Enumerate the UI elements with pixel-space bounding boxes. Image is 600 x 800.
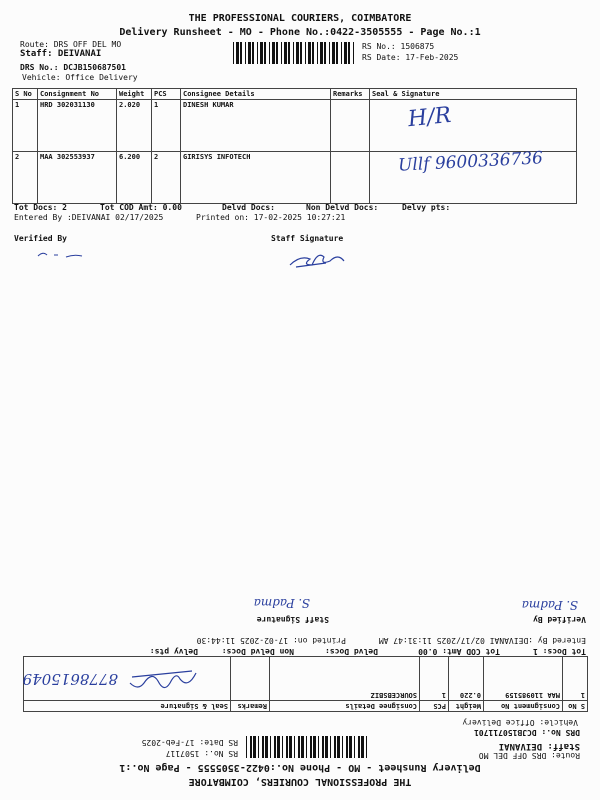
barcode-bar [358, 736, 360, 758]
col-sno: S No [563, 701, 588, 712]
barcode-bar [348, 42, 350, 64]
barcode-bar [294, 736, 295, 758]
col-consignee: Consignee Details [270, 701, 420, 712]
table-row [13, 100, 577, 152]
rs-date: RS Date: 17-Feb-2025 [362, 53, 459, 62]
drs-number: DRS No.: DCJB150687501 [20, 63, 126, 72]
verified-by-label: Verified By [533, 615, 586, 624]
runsheet-bottom [0, 400, 600, 800]
barcode-bar [329, 42, 330, 64]
rs-number: RS No.: 1506875 [362, 42, 435, 51]
barcode [232, 42, 357, 64]
barcode-bar [258, 736, 259, 758]
route-label: Route: DRS OFF DEL MO [20, 40, 122, 49]
delivery-points: Delvy pts: [149, 647, 198, 656]
row-pcs: 1 [152, 100, 181, 152]
row-consignment: HRD 302031130 [38, 100, 117, 152]
barcode-bar [337, 736, 340, 758]
total-cod-amount: Tot COD Amt: 0.00 [418, 647, 500, 656]
barcode-bar [277, 736, 280, 758]
barcode-bar [236, 42, 239, 64]
barcode-bar [233, 42, 234, 64]
col-seal: Seal & Signature [370, 89, 577, 100]
drs-number: DRS No.: DCJB150711701 [474, 728, 580, 737]
barcode-bar [257, 42, 258, 64]
row-weight: 0.220 [449, 657, 484, 701]
barcode-bar [284, 42, 287, 64]
barcode-bar [264, 42, 266, 64]
vehicle-label: Vehicle: Office Delivery [22, 73, 138, 82]
barcode-bar [322, 736, 324, 758]
col-sno: S No [13, 89, 38, 100]
barcode-bar [245, 42, 246, 64]
barcode-bar [308, 42, 311, 64]
row-sno: 1 [13, 100, 38, 152]
row-consignment: MAA 110985159 [484, 657, 563, 701]
barcode-bar [270, 736, 271, 758]
consignee-signature-mark [120, 667, 200, 693]
col-consignment: Consignment No [38, 89, 117, 100]
company-name: THE PROFESSIONAL COURIERS, COIMBATORE [188, 776, 412, 787]
col-pcs: PCS [152, 89, 181, 100]
barcode-bar [246, 736, 247, 758]
staff-signature-mark [286, 247, 356, 271]
col-weight: Weight [117, 89, 152, 100]
barcode-bar [289, 736, 292, 758]
col-consignment: Consignment No [484, 701, 563, 712]
company-name: THE PROFESSIONAL COURIERS, COIMBATORE [188, 13, 412, 24]
col-remarks: Remarks [231, 701, 270, 712]
barcode-bar [265, 736, 268, 758]
consignment-table [12, 88, 577, 204]
col-consignee: Consignee Details [181, 89, 331, 100]
handwritten-phone: 8778615049 [22, 670, 118, 688]
barcode-bar [361, 736, 364, 758]
route-label: Route: DRS OFF DEL MO [478, 751, 580, 760]
vehicle-label: Vehicle: Office Delivery [462, 718, 578, 727]
rs-number: RS No.: 1507117 [165, 749, 238, 758]
non-delivered-docs: Non Delvd Docs: [221, 647, 294, 656]
runsheet-title: Delivery Runsheet - MO - Phone No.:0422-3505555 - Page No.:1 [119, 762, 481, 773]
barcode-bar [293, 42, 294, 64]
delivery-points: Delvy pts: [402, 203, 451, 212]
row-remarks [331, 152, 370, 204]
row-weight: 6.200 [117, 152, 152, 204]
barcode-bar [325, 736, 328, 758]
printed-on: Printed on: 17-02-2025 10:27:21 [196, 213, 346, 222]
barcode-bar [310, 736, 312, 758]
barcode-bar [349, 736, 352, 758]
handwritten-receipt-1: H/R [406, 102, 453, 133]
barcode-bar [248, 42, 251, 64]
row-remarks [231, 657, 270, 701]
entered-by: Entered By :DEIVANAI 02/17/2025 11:31:47 AM [378, 636, 586, 645]
barcode-bar [344, 42, 347, 64]
col-seal: Seal & Signature [24, 701, 231, 712]
total-docs: Tot Docs: 2 [14, 203, 67, 212]
barcode-bar [240, 42, 242, 64]
row-weight: 2.020 [117, 100, 152, 152]
barcode-bar [250, 736, 252, 758]
barcode-bar [282, 736, 283, 758]
barcode-bar [313, 736, 316, 758]
barcode-bar [253, 736, 256, 758]
barcode-bar [334, 736, 336, 758]
barcode-bar [330, 736, 331, 758]
staff-label: Staff: DEIVANAI [20, 49, 102, 59]
row-pcs: 1 [420, 657, 449, 701]
row-seal [370, 100, 577, 152]
rs-date: RS Date: 17-Feb-2025 [141, 738, 238, 747]
barcode-bar [354, 736, 355, 758]
staff-signature-label: Staff Signature [256, 615, 329, 624]
barcode-bar [305, 42, 306, 64]
delivered-docs: Delvd Docs: [325, 647, 378, 656]
total-docs: Tot Docs: 1 [533, 647, 586, 656]
barcode-bar [300, 42, 302, 64]
barcode-bar [353, 42, 354, 64]
barcode-bar [341, 42, 342, 64]
col-pcs: PCS [420, 701, 449, 712]
barcode-bar [298, 736, 300, 758]
barcode-bar [296, 42, 299, 64]
barcode-bar [269, 42, 270, 64]
entered-by: Entered By :DEIVANAI 02/17/2025 [14, 213, 164, 222]
barcode-bar [342, 736, 343, 758]
printed-on: Printed on: 17-02-2025 11:44:30 [196, 636, 346, 645]
barcode-bar [262, 736, 264, 758]
barcode-bar [306, 736, 307, 758]
barcode-bar [346, 736, 348, 758]
verified-handwriting: S. Padma [521, 598, 578, 612]
barcode-bar [366, 736, 367, 758]
row-consignee: SOURCEBSBIZ [270, 657, 420, 701]
barcode-bar [281, 42, 282, 64]
row-remarks [331, 100, 370, 152]
staff-label: Staff: DEIVANAI [498, 741, 580, 751]
barcode-bar [320, 42, 323, 64]
barcode-bar [336, 42, 338, 64]
handwritten-receipt-2: Ullf 9600336736 [397, 148, 544, 176]
verified-by-label: Verified By [14, 234, 67, 243]
barcode-bar [288, 42, 290, 64]
barcode-bar [312, 42, 314, 64]
delivered-docs: Delvd Docs: [222, 203, 275, 212]
non-delivered-docs: Non Delvd Docs: [306, 203, 379, 212]
row-consignee: DINESH KUMAR [181, 100, 331, 152]
barcode-bar [276, 42, 278, 64]
barcode-bar [324, 42, 326, 64]
row-sno: 1 [563, 657, 588, 701]
total-cod-amount: Tot COD Amt: 0.00 [100, 203, 182, 212]
barcode [243, 736, 368, 758]
barcode-bar [301, 736, 304, 758]
barcode-bar [252, 42, 254, 64]
barcode-bar [272, 42, 275, 64]
row-pcs: 2 [152, 152, 181, 204]
barcode-bar [317, 42, 318, 64]
row-sno: 2 [13, 152, 38, 204]
barcode-bar [260, 42, 263, 64]
row-consignment: MAA 302553937 [38, 152, 117, 204]
barcode-bar [286, 736, 288, 758]
runsheet-title: Delivery Runsheet - MO - Phone No.:0422-3505555 - Page No.:1 [119, 27, 481, 38]
barcode-bar [274, 736, 276, 758]
barcode-bar [332, 42, 335, 64]
staff-signature-label: Staff Signature [271, 234, 344, 243]
staff-handwriting: S. Padma [253, 596, 310, 610]
verified-signature-mark [36, 248, 88, 264]
row-consignee: GIRISYS INFOTECH [181, 152, 331, 204]
col-weight: Weight [449, 701, 484, 712]
barcode-bar [318, 736, 319, 758]
col-remarks: Remarks [331, 89, 370, 100]
